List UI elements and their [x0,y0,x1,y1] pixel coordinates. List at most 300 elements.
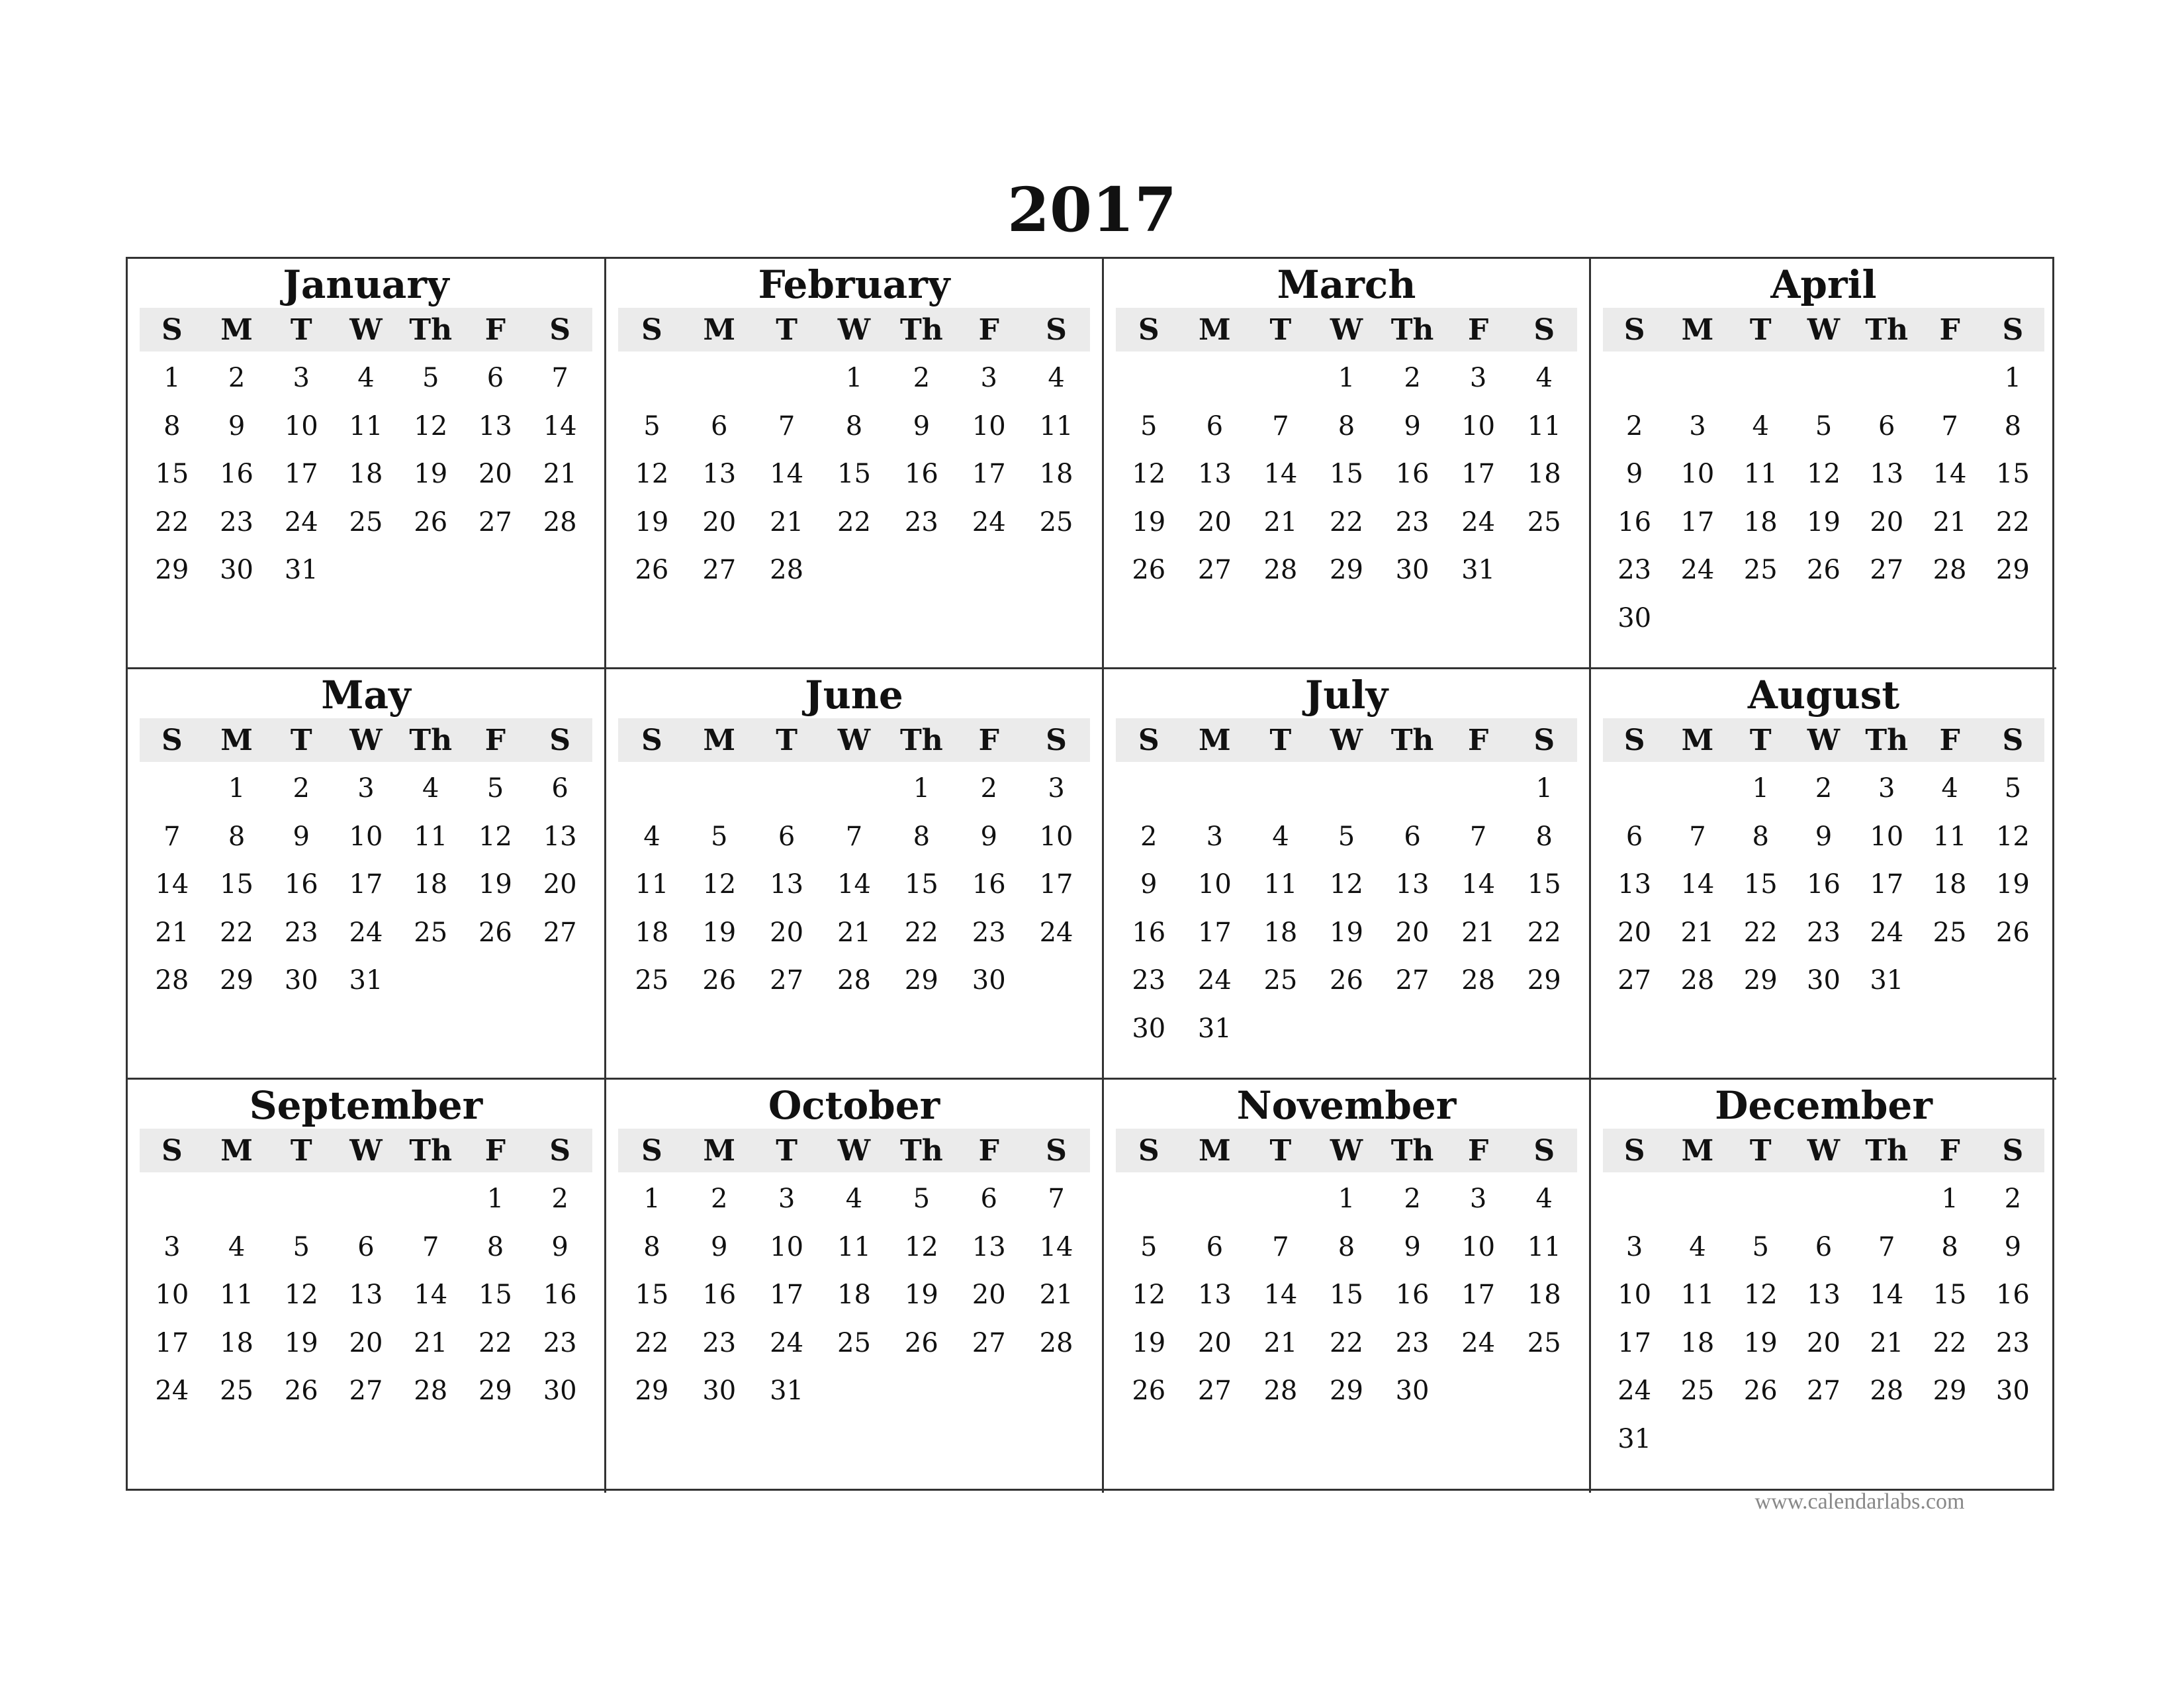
weekday-label: T [776,723,797,757]
day-cell: 6 [980,1184,997,1214]
day-cell: 2 [293,773,310,804]
day-cell: 8 [643,1231,660,1262]
day-cell: 23 [972,917,1006,948]
day-cell: 21 [155,917,189,948]
weekday-label: S [1046,723,1067,757]
weekday-label: M [703,1133,736,1168]
day-cell: 2 [1404,1184,1421,1214]
month-name: August [1747,673,1900,718]
weekday-label: Th [899,1133,943,1168]
day-cell: 24 [1197,965,1232,996]
day-blank [334,1175,398,1223]
day-cell: 26 [1132,555,1166,585]
day-cell: 2 [980,773,997,804]
day-cell: 16 [702,1280,737,1310]
weekday-label: T [1269,1133,1292,1168]
day-cell: 6 [1815,1231,1833,1262]
day-blank [821,765,888,813]
day-cell: 24 [1461,506,1496,538]
month-june [606,669,1104,1080]
day-blank [618,354,686,402]
day-cell: 15 [1995,459,2030,489]
day-cell: 16 [1807,869,1841,900]
day-cell: 13 [1617,869,1652,900]
day-cell: 10 [770,1231,804,1262]
day-cell: 23 [1617,555,1652,585]
day-blank [205,1175,269,1223]
day-cell: 20 [478,459,512,489]
day-cell: 10 [349,821,383,852]
day-cell: 19 [1995,869,2030,900]
weekday-label: Th [1390,723,1434,757]
day-cell: 4 [228,1231,246,1262]
weekday-label: Th [899,312,943,347]
day-cell: 11 [635,869,669,900]
day-cell: 30 [1617,602,1652,633]
weekday-label: F [1468,723,1489,757]
day-cell: 12 [635,459,669,489]
day-cell: 17 [1461,1280,1496,1310]
day-cell: 2 [551,1184,569,1214]
day-cell: 1 [1338,363,1355,393]
day-cell: 13 [1807,1280,1841,1310]
day-blank [686,354,753,402]
day-cell: 11 [1527,1231,1561,1262]
day-cell: 16 [1132,917,1166,948]
day-cell: 7 [551,363,569,393]
day-cell: 1 [486,1184,504,1214]
days-grid [1116,354,1577,594]
day-blank [1855,354,1918,402]
day-cell: 24 [1461,1327,1496,1358]
day-cell: 3 [1206,821,1224,852]
footer-url[interactable]: www.calendarlabs.com [1754,1489,1965,1514]
days-grid [1603,1175,2044,1463]
day-cell: 3 [357,773,375,804]
day-cell: 13 [349,1280,383,1310]
month-december [1591,1080,2056,1493]
day-cell: 1 [1338,1184,1355,1214]
day-blank [1379,765,1445,813]
day-cell: 2 [1815,773,1833,804]
day-blank [398,1175,463,1223]
day-cell: 2 [1404,363,1421,393]
day-blank [753,354,821,402]
day-cell: 22 [1330,506,1363,538]
day-cell: 27 [349,1376,383,1406]
day-cell: 1 [1941,1184,1958,1214]
day-cell: 3 [1469,1184,1487,1214]
day-cell: 31 [1617,1423,1652,1454]
day-cell: 22 [1527,917,1561,948]
day-cell: 2 [1140,821,1158,852]
weekday-label: Th [1390,312,1434,347]
day-cell: 30 [1995,1376,2030,1406]
weekday-label: S [1138,312,1160,347]
day-cell: 26 [702,965,737,996]
weekday-label: S [1046,312,1067,347]
day-cell: 25 [1039,506,1073,538]
weekday-label: S [641,723,662,757]
day-cell: 30 [1395,555,1430,585]
day-cell: 21 [770,506,804,538]
day-cell: 23 [1395,506,1430,538]
day-cell: 28 [1461,965,1496,996]
day-cell: 27 [770,965,804,996]
day-cell: 21 [1870,1327,1904,1358]
weekday-label: Th [1865,723,1909,757]
day-cell: 8 [1338,1231,1355,1262]
day-cell: 3 [778,1184,796,1214]
day-cell: 1 [1752,773,1769,804]
day-cell: 22 [155,506,189,538]
weekday-label: S [161,1133,183,1168]
weekday-label: S [1623,312,1645,347]
weekday-header-row [618,1129,1090,1172]
day-cell: 15 [155,459,189,489]
weekday-label: W [1330,312,1363,347]
day-blank [618,765,686,813]
weekday-label: S [1046,1133,1067,1168]
day-blank [1314,765,1380,813]
day-cell: 16 [1617,506,1652,538]
day-cell: 5 [486,773,504,804]
day-cell: 26 [1743,1376,1778,1406]
weekday-label: F [484,1133,506,1168]
day-cell: 7 [1689,821,1706,852]
weekday-label: Th [899,723,943,757]
day-blank [1729,1175,1792,1223]
day-cell: 13 [1197,459,1232,489]
day-cell: 17 [1197,917,1232,948]
day-cell: 28 [155,965,189,996]
weekday-label: M [1681,723,1714,757]
day-cell: 3 [163,1231,181,1262]
day-cell: 3 [293,363,310,393]
weekday-label: T [1749,723,1772,757]
day-cell: 12 [414,410,448,442]
day-blank [1248,765,1314,813]
weekday-label: S [641,1133,662,1168]
day-cell: 6 [551,773,569,804]
day-cell: 10 [1461,410,1496,442]
weekday-header-row [1603,718,2044,762]
day-cell: 11 [1680,1280,1715,1310]
weekday-label: W [1330,723,1363,757]
day-cell: 16 [1395,459,1430,489]
day-cell: 11 [837,1231,871,1262]
day-cell: 2 [913,363,931,393]
day-cell: 9 [913,410,931,442]
year-title: 2017 [1007,174,1177,246]
day-cell: 14 [414,1280,448,1310]
day-cell: 17 [1461,459,1496,489]
weekday-label: F [978,1133,999,1168]
day-cell: 18 [414,869,448,900]
weekday-label: S [1533,1133,1555,1168]
day-cell: 31 [1870,965,1904,996]
day-cell: 19 [1132,506,1166,538]
day-cell: 16 [284,869,318,900]
day-cell: 20 [1197,1327,1232,1358]
day-cell: 7 [1878,1231,1895,1262]
day-cell: 24 [155,1376,189,1406]
day-cell: 6 [1404,821,1421,852]
month-name: March [1277,262,1416,307]
day-cell: 1 [913,773,931,804]
day-cell: 8 [486,1231,504,1262]
day-cell: 15 [478,1280,512,1310]
day-cell: 30 [1132,1013,1166,1044]
day-cell: 26 [284,1376,318,1406]
weekday-label: S [1623,1133,1645,1168]
weekday-label: S [2002,1133,2024,1168]
weekday-label: Th [1390,1133,1434,1168]
day-cell: 6 [1206,1231,1224,1262]
day-blank [1182,1175,1248,1223]
day-cell: 8 [913,821,931,852]
day-cell: 29 [220,965,254,996]
day-cell: 5 [1140,1231,1158,1262]
day-cell: 4 [357,363,375,393]
day-blank [1603,1175,1666,1223]
month-name: April [1770,262,1877,307]
day-cell: 17 [1617,1327,1652,1358]
day-cell: 12 [1995,821,2030,852]
day-cell: 25 [220,1376,254,1406]
weekday-label: T [1749,312,1772,347]
day-cell: 19 [1132,1327,1166,1358]
weekday-label: S [1138,723,1160,757]
weekday-label: W [1807,312,1841,347]
day-cell: 12 [1132,1280,1166,1310]
weekday-label: F [978,723,999,757]
day-cell: 4 [1689,1231,1706,1262]
day-cell: 30 [284,965,318,996]
day-cell: 16 [220,459,254,489]
day-cell: 8 [1752,821,1769,852]
day-cell: 20 [1395,917,1430,948]
day-blank [140,1175,205,1223]
day-cell: 27 [1807,1376,1841,1406]
day-cell: 18 [1039,459,1073,489]
weekday-label: S [549,312,571,347]
day-cell: 23 [1132,965,1166,996]
day-cell: 11 [220,1280,254,1310]
day-cell: 25 [1527,1327,1561,1358]
day-cell: 16 [1395,1280,1430,1310]
day-cell: 20 [702,506,737,538]
day-cell: 22 [904,917,938,948]
days-grid [618,354,1090,594]
day-cell: 1 [845,363,863,393]
day-cell: 15 [1933,1280,1967,1310]
day-cell: 29 [155,555,189,585]
calendar-grid [126,257,2054,1491]
day-cell: 31 [770,1376,804,1406]
day-cell: 17 [1870,869,1904,900]
month-name: January [283,262,449,307]
weekday-label: S [1533,723,1555,757]
day-cell: 23 [702,1327,737,1358]
weekday-label: F [978,312,999,347]
day-cell: 16 [904,459,938,489]
day-cell: 7 [422,1231,439,1262]
day-cell: 29 [1995,555,2030,585]
weekday-label: F [1468,312,1489,347]
day-cell: 12 [702,869,737,900]
days-grid [140,1175,592,1415]
weekday-label: Th [409,1133,453,1168]
day-cell: 28 [543,506,577,538]
day-blank [1116,354,1182,402]
day-cell: 24 [1680,555,1715,585]
day-cell: 22 [635,1327,669,1358]
day-cell: 9 [551,1231,569,1262]
day-blank [1116,765,1182,813]
weekday-label: F [1468,1133,1489,1168]
weekday-label: S [161,312,183,347]
day-cell: 7 [1272,410,1289,442]
day-cell: 9 [1815,821,1833,852]
day-blank [1729,354,1792,402]
day-cell: 3 [980,363,997,393]
weekday-label: W [349,1133,383,1168]
day-cell: 2 [711,1184,728,1214]
weekday-header-row [140,308,592,352]
month-october [606,1080,1104,1493]
day-cell: 7 [845,821,863,852]
weekday-label: W [349,312,383,347]
day-cell: 18 [1263,917,1298,948]
day-cell: 4 [845,1184,863,1214]
days-grid [618,1175,1090,1415]
day-cell: 6 [1625,821,1643,852]
day-cell: 14 [543,410,577,442]
day-cell: 20 [349,1327,383,1358]
day-cell: 11 [1933,821,1967,852]
weekday-label: M [703,312,736,347]
month-september [128,1080,606,1493]
day-cell: 27 [1197,1376,1232,1406]
day-cell: 6 [1878,410,1895,442]
day-cell: 31 [349,965,383,996]
day-cell: 31 [1197,1013,1232,1044]
day-cell: 30 [1807,965,1841,996]
day-cell: 10 [1680,459,1715,489]
day-cell: 12 [1807,459,1841,489]
day-cell: 21 [837,917,871,948]
days-grid [1116,765,1577,1053]
day-cell: 22 [1743,917,1778,948]
day-cell: 26 [414,506,448,538]
day-cell: 19 [1330,917,1363,948]
day-cell: 30 [220,555,254,585]
day-cell: 28 [1263,1376,1298,1406]
day-cell: 27 [543,917,577,948]
month-name: November [1236,1083,1457,1128]
weekday-label: Th [409,312,453,347]
day-cell: 27 [1395,965,1430,996]
day-cell: 31 [284,555,318,585]
day-cell: 20 [1197,506,1232,538]
weekday-label: T [290,723,312,757]
day-cell: 16 [972,869,1006,900]
day-cell: 8 [1941,1231,1958,1262]
day-cell: 25 [414,917,448,948]
day-cell: 29 [904,965,938,996]
day-cell: 1 [1535,773,1553,804]
day-cell: 1 [2004,363,2022,393]
day-cell: 28 [1870,1376,1904,1406]
month-name: December [1715,1083,1933,1128]
day-cell: 12 [904,1231,938,1262]
day-cell: 16 [1995,1280,2030,1310]
day-cell: 23 [904,506,938,538]
day-cell: 20 [543,869,577,900]
day-cell: 5 [1752,1231,1769,1262]
weekday-label: T [1749,1133,1772,1168]
weekday-label: M [703,723,736,757]
day-cell: 11 [349,410,383,442]
day-cell: 10 [284,410,318,442]
day-cell: 25 [1743,555,1778,585]
day-cell: 26 [635,555,669,585]
day-cell: 17 [155,1327,189,1358]
day-cell: 9 [2004,1231,2022,1262]
weekday-header-row [1603,308,2044,352]
day-cell: 10 [1461,1231,1496,1262]
day-blank [1792,1175,1855,1223]
day-blank [1248,1175,1314,1223]
day-cell: 17 [972,459,1006,489]
day-cell: 4 [1941,773,1958,804]
day-cell: 11 [1263,869,1298,900]
day-cell: 27 [972,1327,1006,1358]
weekday-label: S [549,1133,571,1168]
weekday-label: W [837,312,871,347]
day-cell: 14 [837,869,871,900]
day-cell: 17 [1680,506,1715,538]
day-cell: 19 [904,1280,938,1310]
weekday-label: T [1269,723,1292,757]
day-cell: 7 [778,410,796,442]
day-blank [686,765,753,813]
day-cell: 29 [1933,1376,1967,1406]
day-cell: 14 [770,459,804,489]
day-cell: 29 [635,1376,669,1406]
weekday-header-row [140,1129,592,1172]
month-april [1591,259,2056,669]
day-cell: 15 [635,1280,669,1310]
day-cell: 28 [414,1376,448,1406]
day-cell: 2 [228,363,246,393]
day-cell: 5 [293,1231,310,1262]
day-cell: 10 [1197,869,1232,900]
day-blank [1445,765,1512,813]
day-cell: 11 [1743,459,1778,489]
weekday-label: S [1533,312,1555,347]
day-cell: 25 [1680,1376,1715,1406]
day-cell: 21 [1039,1280,1073,1310]
day-cell: 22 [837,506,871,538]
day-cell: 12 [284,1280,318,1310]
day-cell: 2 [1625,410,1643,442]
day-cell: 13 [770,869,804,900]
day-cell: 18 [635,917,669,948]
day-cell: 27 [1617,965,1652,996]
day-cell: 14 [1461,869,1496,900]
